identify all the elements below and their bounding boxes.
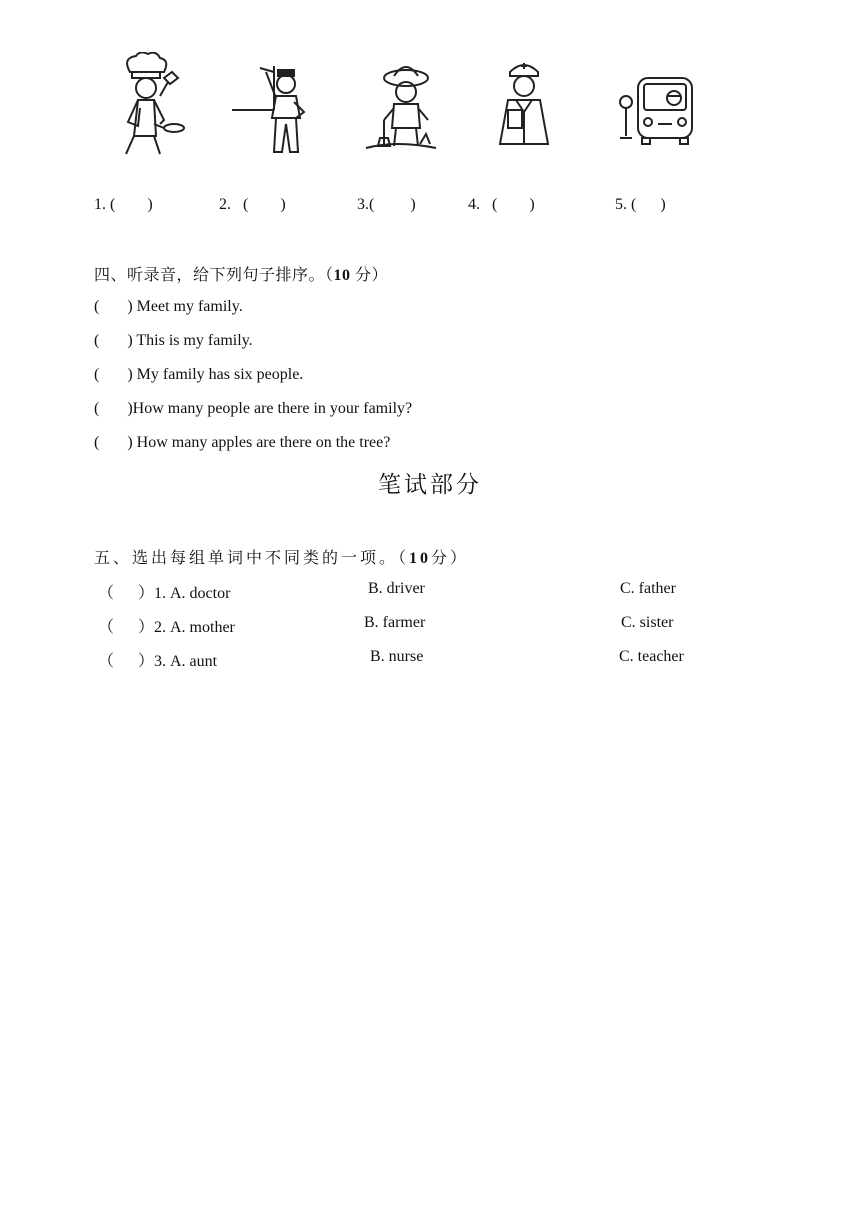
- question-3-option-c: C. teacher: [619, 648, 684, 665]
- question-3-option-a: （ ）3. A. aunt: [98, 653, 218, 670]
- picture-number-1: 1. ( ): [94, 196, 153, 213]
- section-4-item-2: ( ) This is my family.: [94, 332, 253, 349]
- chef-picture: [108, 52, 194, 156]
- question-3-option-b: B. nurse: [370, 648, 424, 665]
- section-5-row-1: [98, 580, 718, 602]
- picture-number-4: 4. ( ): [468, 196, 535, 213]
- section-4-item-5: ( ) How many apples are there on the tree?: [94, 434, 391, 451]
- nurse-picture: [494, 52, 554, 156]
- farmer-icon: [360, 52, 444, 156]
- question-1-option-c: C. father: [620, 580, 676, 597]
- picture-number-3: 3.( ): [357, 196, 416, 213]
- chef-icon: [108, 52, 194, 156]
- teacher-icon: [228, 52, 312, 156]
- question-1-option-a: （ ）1. A. doctor: [98, 585, 231, 602]
- section-5-heading: 五、选出每组单词中不同类的一项。（10分）: [94, 550, 470, 567]
- bus-driver-icon: [612, 52, 696, 156]
- question-1-option-b: B. driver: [368, 580, 425, 597]
- bus-driver-picture: [612, 52, 696, 156]
- section-4-heading: 四、听录音，给下列句子排序。（10 分）: [94, 267, 389, 284]
- written-section-title: 笔试部分: [378, 472, 482, 498]
- section-4-item-1: ( ) Meet my family.: [94, 298, 243, 315]
- question-2-option-b: B. farmer: [364, 614, 426, 631]
- picture-number-5: 5. ( ): [615, 196, 666, 213]
- nurse-icon: [494, 52, 554, 156]
- section-4-item-3: ( ) My family has six people.: [94, 366, 304, 383]
- question-2-option-a: （ ）2. A. mother: [98, 619, 235, 636]
- section-5-row-3: [98, 648, 718, 670]
- section-4-item-4: ( )How many people are there in your family?: [94, 400, 413, 417]
- picture-number-2: 2. ( ): [219, 196, 286, 213]
- section-5-row-2: [98, 614, 718, 636]
- teacher-picture: [228, 52, 312, 156]
- farmer-picture: [360, 52, 444, 156]
- question-2-option-c: C. sister: [621, 614, 674, 631]
